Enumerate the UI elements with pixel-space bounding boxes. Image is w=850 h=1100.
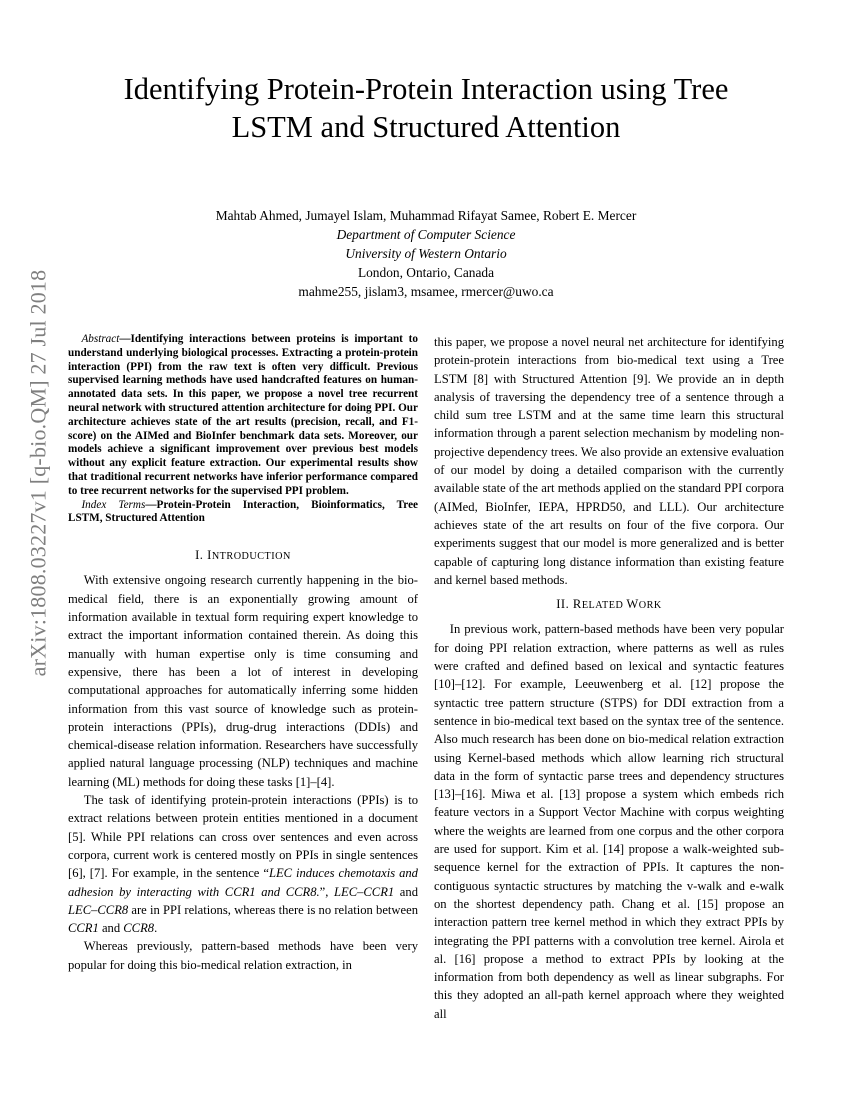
index-terms-label: Index Terms (81, 498, 146, 511)
author-block (70, 206, 782, 301)
intro-paragraph-3-continued: this paper, we propose a novel neural net architecture for identifying protein-protein interactions from bio-medical text using a Tree LSTM [8] with Structured Attention [9]. We provide an in depth analysis of traversing the dependency tree of a sentence through a child sum tree LSTM and at the same time learn this structural information through a parent selection mechanism by modeling non-projective dependency trees. We also provide an extensive evaluation of our model by doing a detailed comparison with the currently available state of the art methods applied on the standard PPI corpora (AIMed, BioInfer, IEPA, HPRD50, and LLL). Our architecture achieves state of the art results on four of the five corpora. Our experiments suggest that our model is more generalized and is better capable of capturing long distance information than existing feature and kernel based methods. (434, 335, 784, 587)
abstract-paragraph (68, 333, 418, 499)
emails: mahme255, jislam3, msamee, rmercer@uwo.ca (298, 284, 554, 299)
left-column (68, 333, 418, 974)
title-line-1: Identifying Protein-Protein Interaction using Tree (123, 72, 729, 106)
university: University of Western Ontario (345, 246, 507, 261)
paper-title (70, 70, 782, 146)
title-line-2: LSTM and Structured Attention (231, 110, 621, 144)
arxiv-stamp (18, 269, 58, 677)
intro-paragraph-2: The task of identifying protein-protein interactions (PPIs) is to extract relations between protein entities mentioned in a document [5]. While PPI relations can cross over sentences and even across corpora, current work is centered mostly on PPIs in single sentences [6], [7]. For example, in the sentence “LEC induces chemotaxis and adhesion by interacting with CCR1 and CCR8.”, LEC–CCR1 and LEC–CCR8 are in PPI relations, whereas there is no relation between CCR1 and CCR8. (68, 793, 418, 936)
intro-paragraph-3: Whereas previously, pattern-based methods have been very popular for doing this bio-medical relation extraction, in (68, 939, 418, 972)
related-work-paragraph-1: In previous work, pattern-based methods have been very popular for doing PPI relation extraction, where patterns as well as rules were crafted and defined based on lexical and syntactic features [10]–[12]. For example, Leeuwenberg et al. [12] propose the syntactic tree pattern structure (STPS) for DDI extraction from a sentence in bio-medical text based on the syntax tree of the sentence. Also much research has been done on bio-medical relation extraction using Kernel-based methods which allow learning rich structural data in the form of syntactic parse trees and dependency structures [13]–[16]. Miwa et al. [13] propose a system which embeds rich feature vectors in a Support Vector Machine with corpus weighting where the weights are learned from one corpus and the other corpora are used for support. Kim et al. [14] propose a walk-weighted sub-sequence kernel for the extraction of PPIs. It captures the non-contiguous syntactic structures by matching the v-walk and e-walk on the shortest dependency path. Chang et al. [15] propose an interaction pattern tree kernel method in which they extract PPIs by integrating the PPI patterns with a convolution tree kernel. Airola et al. [16] propose a method to extract PPIs by looking at the information from both dependency as well as linear subgraphs. For this they adopted an all-path kernel approach where they weighted all (434, 622, 784, 1021)
section-heading-introduction: I. INTRODUCTION (195, 548, 291, 563)
department: Department of Computer Science (336, 227, 516, 242)
abstract (68, 333, 418, 526)
right-column (434, 333, 784, 1023)
author-names: Mahtab Ahmed, Jumayel Islam, Muhammad Rifayat Samee, Robert E. Mercer (215, 208, 637, 223)
index-terms (68, 499, 418, 527)
location: London, Ontario, Canada (357, 265, 495, 280)
abstract-label: Abstract (81, 333, 120, 345)
intro-paragraph-1: With extensive ongoing research currently happening in the bio-medical field, there is an exponentially growing amount of information available in textual form requiring expert knowledge to extract the important information contained therein. As doing this manually with human expertise only is time consuming and expensive, there has been a lot of interest in developing computational approaches for automatically inferring some hidden information from this vast source of knowledge such as protein-protein interactions (PPIs), drug-drug interactions (DDIs) and chemical-disease relation information. Researchers have successfully applied natural language processing (NLP) techniques and machine learning (ML) methods for doing these tasks [1]–[4]. (68, 573, 418, 789)
arxiv-id: arXiv:1808.03227v1 [q-bio.QM] 27 Jul 2018 (25, 269, 50, 677)
abstract-text: —Identifying interactions between proteins is important to understand underlying biological processes. Extracting a protein-protein interaction (PPI) from the raw text is often very difficult. Previous supervised learning methods have used handcrafted features on human-annotated data sets. In this paper, we propose a novel tree recurrent neural network with structured attention architecture for doing PPI. Our architecture achieves state of the art results (precision, recall, and F1-score) on the AIMed and BioInfer benchmark data sets. Moreover, our models achieve a significant improvement over previous best models without any explicit feature extraction. Our experimental results show that traditional recurrent networks have inferior performance compared to tree recurrent networks for the supervised PPI problem. (68, 333, 418, 497)
section-heading-related-work: II. RELATED WORK (556, 597, 662, 612)
index-terms-text: —Protein-Protein Interaction, Bioinformatics, Tree LSTM, Structured Attention (68, 498, 418, 525)
example-sentence: LEC induces chemotaxis and adhesion by interacting with CCR1 and CCR8. (68, 866, 418, 899)
